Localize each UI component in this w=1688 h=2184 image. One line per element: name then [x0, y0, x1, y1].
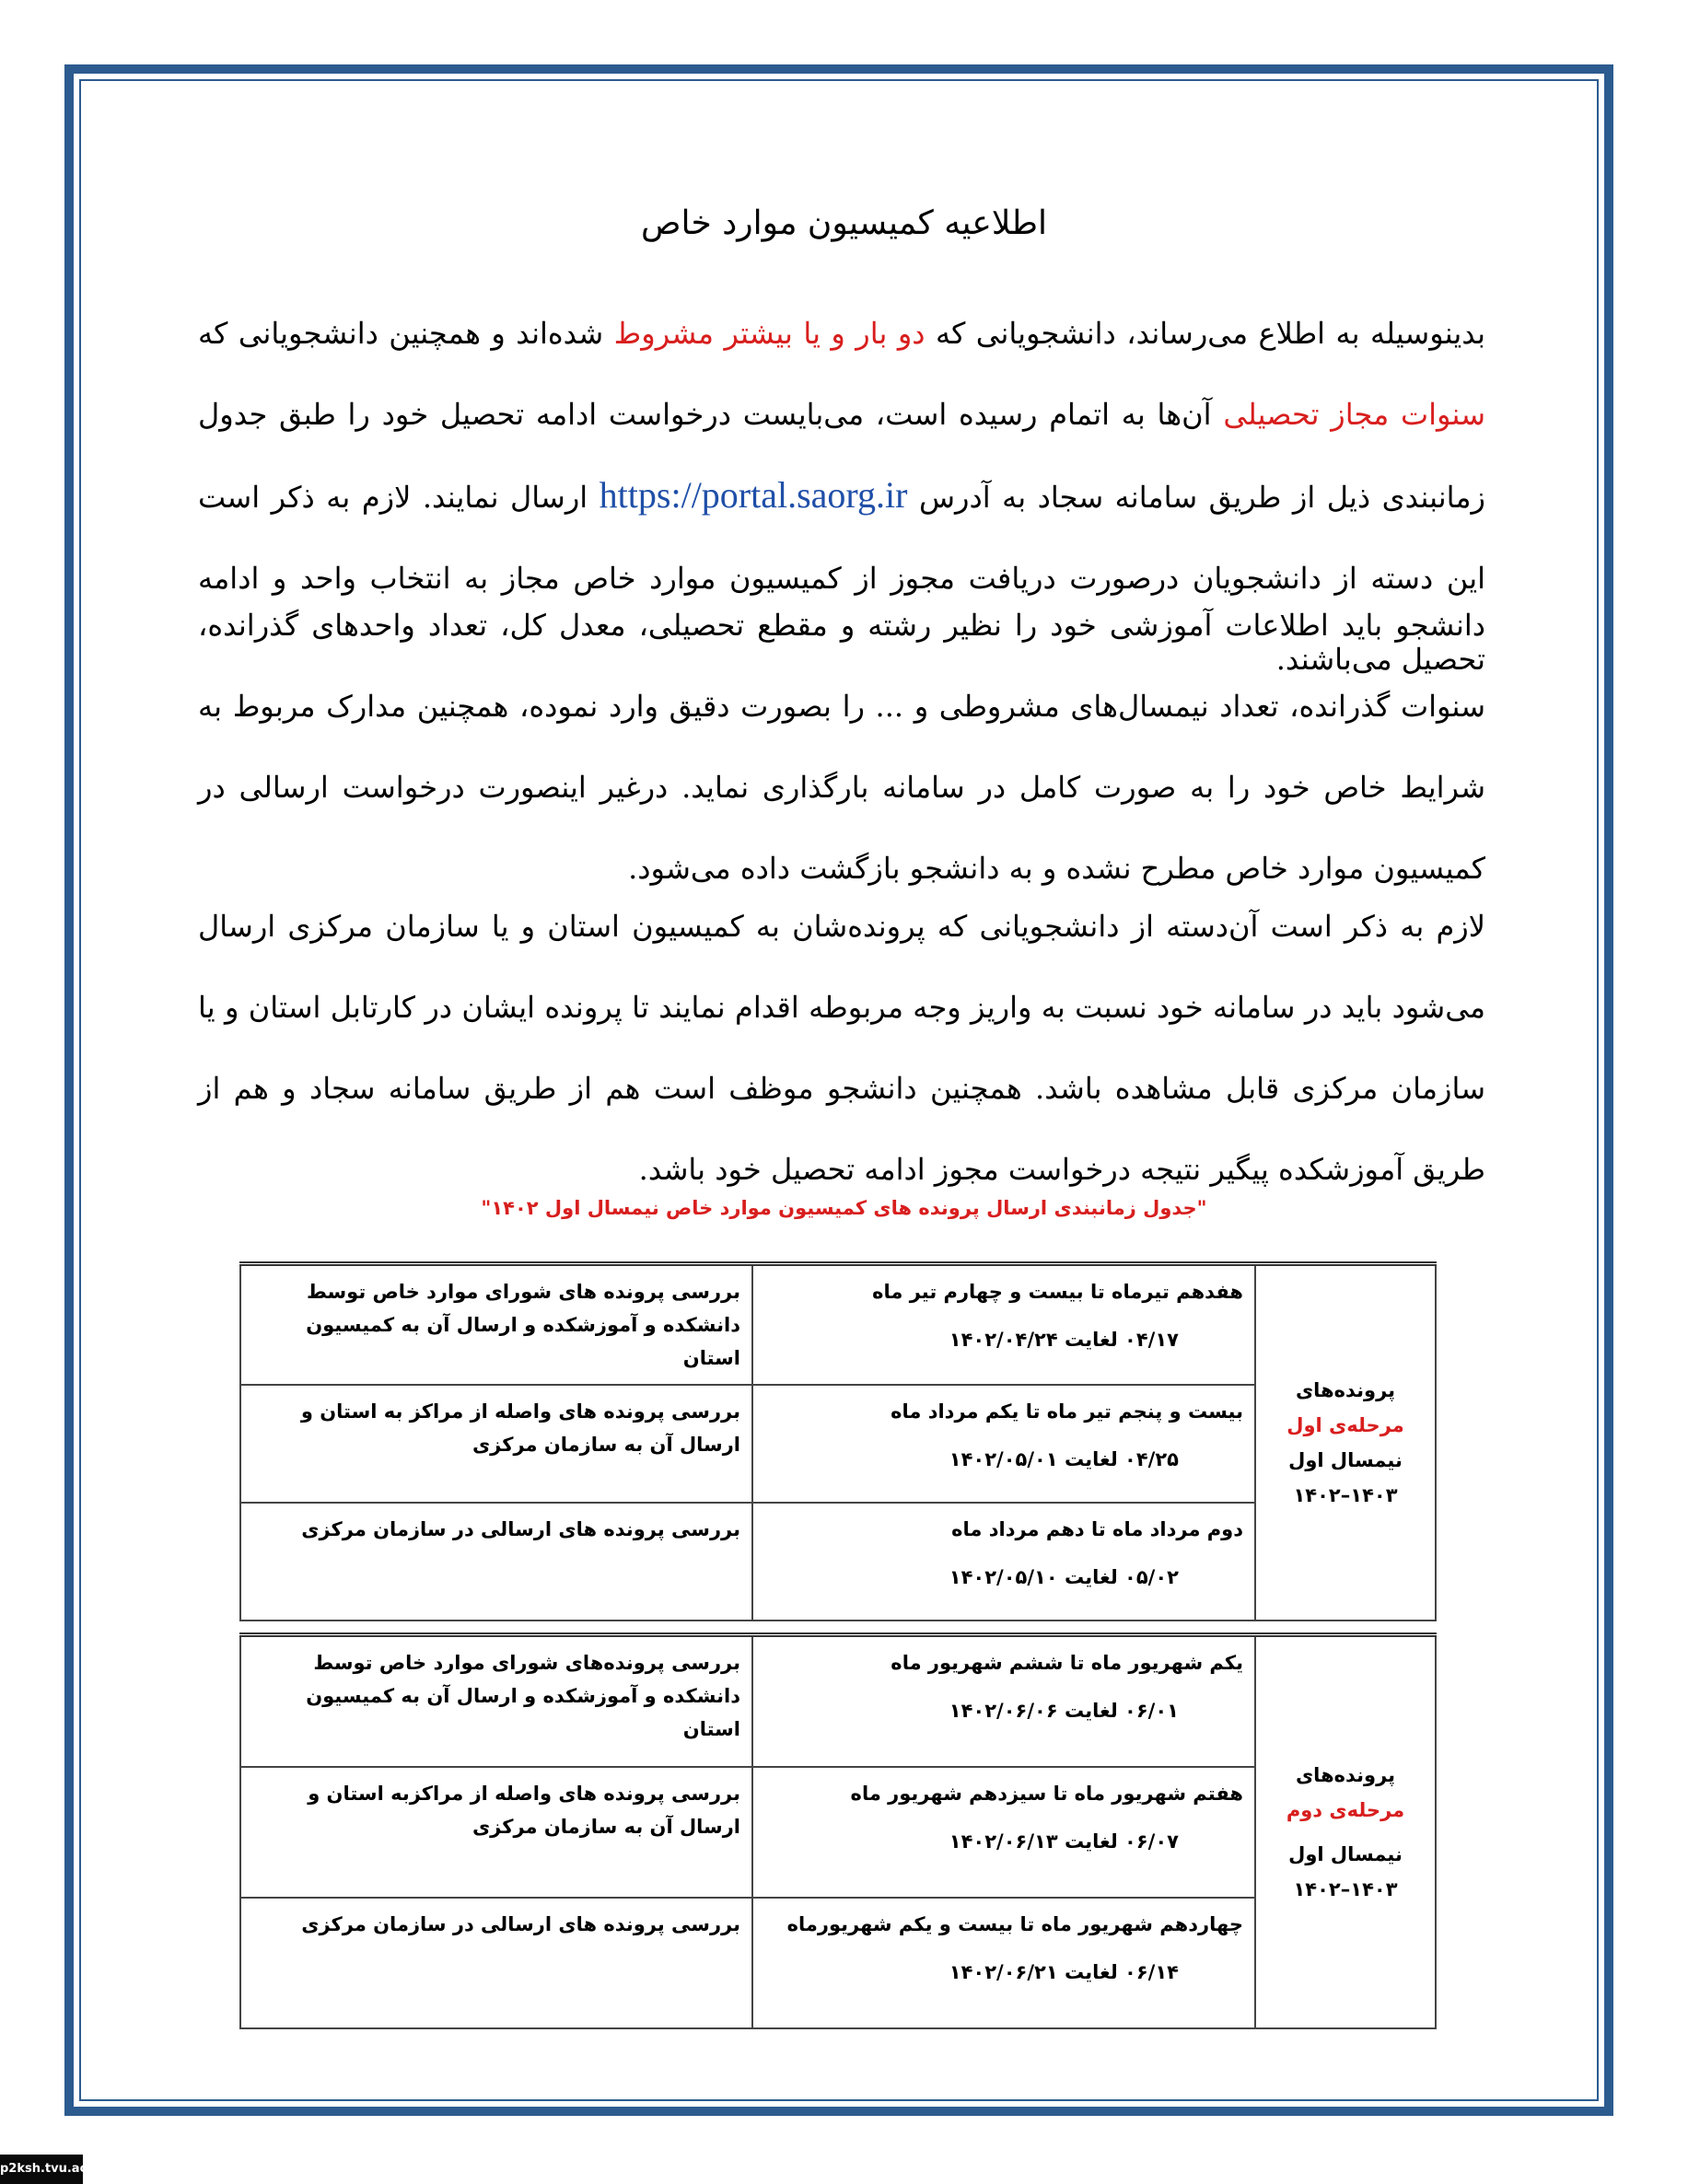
stage-label-top: پرونده‌های — [1295, 1379, 1396, 1401]
action-cell: بررسی پرونده ‌های واصله از مراکزبه استان و ارسال آن به سازمان مرکزی — [240, 1767, 752, 1898]
stage-label-year: ۱۴۰۳–۱۴۰۲ — [1293, 1484, 1398, 1506]
highlight-probation: دو بار و یا بیشتر مشروط — [613, 316, 925, 351]
stage-label-year: ۱۴۰۳–۱۴۰۲ — [1293, 1878, 1398, 1900]
date-cell — [752, 1635, 1255, 1768]
paragraph-payment: لازم به ذکر است آن‌دسته از دانشجویانی که پرونده‌شان به کمیسیون استان و یا سازمان مرکزی ارسال می‌شود باید در سامانه خود نسبت به واریز وجه مربوطه اقدام نمایند تا پرونده ایشان در کارتابل استان و یا سازمان مرکزی قابل مشاهده باشد. همچنین دانشجو موظف است هم از طریق سامانه سجاد و هم از طریق آموزشکده پیگیر نتیجه درخواست مجوز ادامه تحصیل خود باشد. — [198, 909, 1486, 1187]
action-cell: بررسی پرونده ‌های ارسالی در سازمان مرکزی — [240, 1898, 752, 2028]
stage-label-semester: نیمسال اول — [1288, 1843, 1403, 1865]
stage-label-cell — [1255, 1635, 1436, 2029]
date-cell — [752, 1385, 1255, 1503]
table-row — [240, 1635, 1436, 1768]
date-range: ۰۶/۰۷ لغایت ۱۴۰۲/۰۶/۱۳ — [949, 1830, 1179, 1853]
schedule-table-stage-1 — [239, 1261, 1437, 1621]
date-cell — [752, 1264, 1255, 1386]
action-cell: بررسی پرونده ‌های واصله از مراکز به استان و ارسال آن به سازمان مرکزی — [240, 1385, 752, 1503]
highlight-allowed-years: سنوات مجاز تحصیلی — [1223, 397, 1486, 432]
page-title: اطلاعیه کمیسیون موارد خاص — [641, 204, 1047, 242]
date-cell — [752, 1767, 1255, 1898]
period-text: بیست و پنجم تیر ماه تا یکم مرداد ماه — [891, 1400, 1243, 1423]
period-text: یکم شهریور ماه تا ششم شهریور ماه — [891, 1652, 1243, 1674]
period-text: دوم مرداد ماه تا دهم مرداد ماه — [951, 1518, 1243, 1540]
action-cell: بررسی پرونده های شورای موارد خاص توسط دانشکده و آموزشکده و ارسال آن به کمیسیون استان — [240, 1264, 752, 1386]
portal-link[interactable]: https://portal.saorg.ir — [599, 474, 908, 516]
site-logo: p2ksh.tvu.ac.ir — [0, 2155, 83, 2184]
stage-label-top: پرونده‌های — [1295, 1764, 1396, 1786]
stage-label-red: مرحله‌ی دوم — [1286, 1799, 1405, 1821]
stage-label-red: مرحله‌ی اول — [1286, 1414, 1404, 1436]
schedule-table-stage-2 — [239, 1632, 1437, 2029]
table-row — [240, 1264, 1436, 1386]
action-cell: بررسی پرونده ‌های ارسالی در سازمان مرکزی — [240, 1503, 752, 1621]
date-range: ۰۴/۲۵ لغایت ۱۴۰۲/۰۵/۰۱ — [949, 1448, 1179, 1470]
date-cell — [752, 1898, 1255, 2028]
action-cell: بررسی پرونده‌های شورای موارد خاص توسط دانشکده و آموزشکده و ارسال آن به کمیسیون استان — [240, 1635, 752, 1768]
intro-text-3: آن‌ها به اتمام رسیده است، می‌بایست درخواست ادامه تحصیل خود را طبق جدول زمانبندی ذیل از طریق سامانه سجاد به آدرس — [198, 397, 1486, 515]
date-range: ۰۴/۱۷ لغایت ۱۴۰۲/۰۴/۲۴ — [949, 1329, 1179, 1351]
intro-text-1: بدینوسیله به اطلاع می‌رساند، دانشجویانی که — [925, 316, 1486, 351]
intro-text-4: ارسال نمایند. لازم به ذکر است این دسته از دانشجویان درصورت دریافت مجوز از کمیسیون موارد خاص مجاز به انتخاب واحد و ادامه تحصیل می‌باشند. — [198, 480, 1485, 677]
paragraph-documents: دانشجو باید اطلاعات آموزشی خود را نظیر رشته و مقطع تحصیلی، معدل کل، تعداد واحدهای گذرانده، سنوات گذرانده، تعداد نیمسال‌های مشروطی و ... را بصورت دقیق وارد نموده، همچنین مدارک مربوط به شرایط خاص خود را به صورت کامل در سامانه بارگذاری نماید. درغیر اینصورت درخواست ارسالی در کمیسیون موارد خاص مطرح نشده و به دانشجو بازگشت داده می‌شود. — [198, 608, 1485, 886]
date-range: ۰۵/۰۲ لغایت ۱۴۰۲/۰۵/۱۰ — [949, 1566, 1179, 1588]
period-text: هفدهم تیرماه تا بیست و چهارم تیر ماه — [872, 1281, 1243, 1303]
date-range: ۰۶/۰۱ لغایت ۱۴۰۲/۰۶/۰۶ — [949, 1700, 1179, 1722]
table-caption: "جدول زمانبندی ارسال پرونده های کمیسیون موارد خاص نیمسال اول ۱۴۰۲" — [481, 1197, 1207, 1219]
date-cell — [752, 1503, 1255, 1621]
period-text: هفتم شهریور ماه تا سیزدهم شهریور ماه — [850, 1783, 1243, 1805]
intro-text-2: شده‌اند و همچنین دانشجویانی که — [198, 316, 614, 351]
period-text: چهاردهم شهریور ماه تا بیست و یکم شهریورماه — [786, 1913, 1243, 1935]
stage-label-cell — [1255, 1264, 1436, 1621]
stage-label-semester: نیمسال اول — [1288, 1449, 1403, 1471]
date-range: ۰۶/۱۴ لغایت ۱۴۰۲/۰۶/۲۱ — [949, 1961, 1179, 1983]
